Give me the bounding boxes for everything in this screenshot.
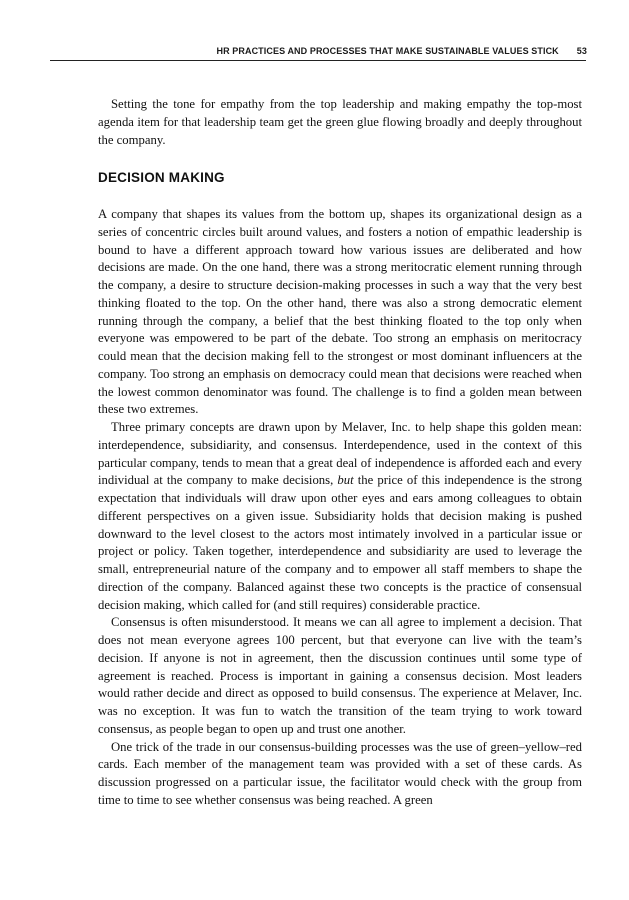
paragraph-text: Three primary concepts are drawn upon by Melaver, Inc. to help shape this golden mean: interdependence, subsidiarity, and consensus. Interdependence, used in the context of this particular company, tends to mean that a great deal of independence is afforded each and every individual at the company to make decisions, bbox=[98, 420, 582, 488]
paragraph: Consensus is often misunderstood. It means we can all agree to implement a decision. That does not mean everyone agrees 100 percent, but that everyone can live with the team’s decision. If anyone is not in agreement, then the discussion continues until some type of agreement is reached. Process is important in gaining a consensus decision. Most leaders would rather decide and direct as opposed to build consensus. The experience at Melaver, Inc. was no exception. It was fun to watch the transition of the team trying to work toward consensus, as people began to open up and trust one another. bbox=[98, 615, 582, 736]
running-title: HR PRACTICES AND PROCESSES THAT MAKE SUSTAINABLE VALUES STICK bbox=[216, 46, 559, 56]
page-number: 53 bbox=[576, 46, 587, 56]
paragraph: A company that shapes its values from the bottom up, shapes its organizational design as a series of concentric circles built around values, and fosters a notion of empathic leadership is bound to have a different approach toward how various issues are deliberated and how decisions are made. On the one hand, there was a strong meritocratic element running through the company, a desire to structure decision-making processes in such a way that the very best thinking floated to the top. On the other hand, there was also a strong democratic element running through the company, a belief that the best thinking floated to the top only when everyone was empowered to be part of the debate. Too strong an emphasis on meritocracy could mean that the decision making fell to the strongest or most dominant influencers at the company. Too strong an emphasis on democracy could mean that decisions were reached when the lowest common denominator was found. The challenge is to find a golden mean between these two extremes. bbox=[98, 207, 582, 417]
paragraph-emphasis: but bbox=[337, 473, 354, 488]
paragraph bbox=[98, 419, 582, 614]
paragraph-text: the price of this independence is the strong expectation that individuals will draw upon other eyes and ears among colleagues to obtain different perspectives on a given issue. Subsidiarity holds that decision making is pushed downward to the level closest to the actors most intimately involved in a particular issue or project or policy. Taken together, interdependence and subsidiarity are used to leverage the small, entrepreneurial nature of the company and to empower all staff members to shape the direction of the company. Balanced against these two concepts is the practice of consensual decision making, which called for (and still requires) considerable practice. bbox=[98, 473, 582, 612]
section-heading: DECISION MAKING bbox=[98, 170, 225, 185]
section-body bbox=[98, 206, 582, 810]
intro-block bbox=[98, 96, 582, 149]
running-header bbox=[50, 46, 587, 56]
intro-paragraph: Setting the tone for empathy from the top leadership and making empathy the top-most agenda item for that leadership team get the green glue flowing broadly and deeply throughout the company. bbox=[98, 97, 582, 147]
paragraph: One trick of the trade in our consensus-building processes was the use of green–yellow–red cards. Each member of the management team was provided with a set of these cards. As discussion progressed on a particular issue, the facilitator would check with the group from time to time to see whether consensus was being reached. A green bbox=[98, 739, 582, 807]
header-rule bbox=[50, 60, 586, 61]
